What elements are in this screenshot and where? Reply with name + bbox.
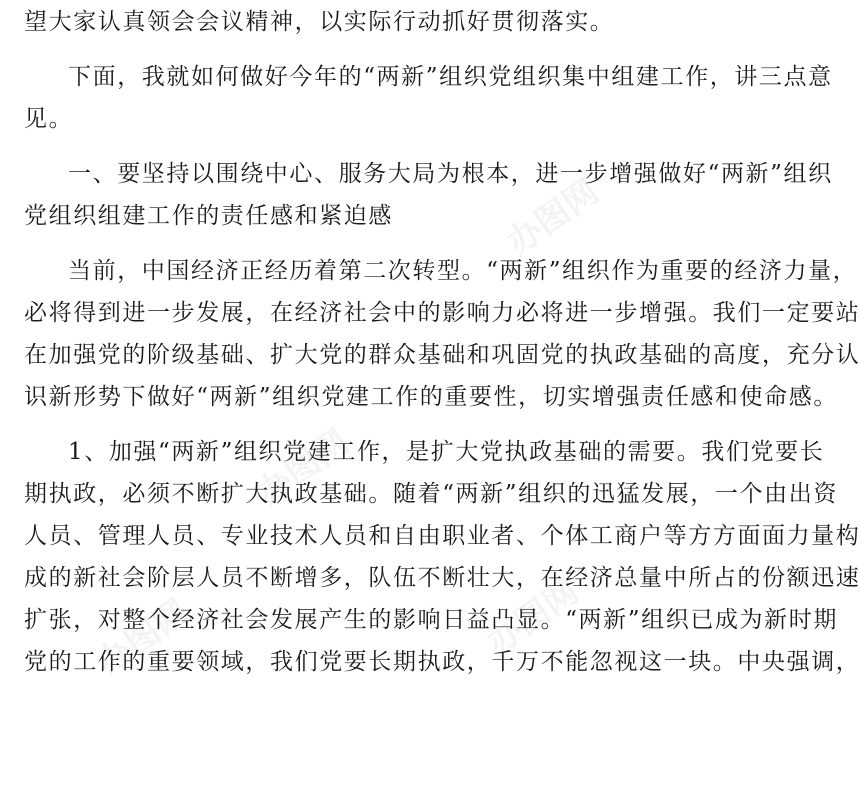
watermark: 办图网 — [479, 571, 587, 664]
paragraph-4-line-1: 当前，中国经济正经历着第二次转型。“两新”组织作为重要的经济力量， — [68, 258, 858, 284]
watermark: 办图网 — [499, 171, 607, 264]
paragraph-2-line-1: 下面，我就如何做好今年的“两新”组织党组织集中组建工作，讲三点意 — [68, 64, 833, 90]
paragraph-4-line-3: 在加强党的阶级基础、扩大党的群众基础和巩固党的执政基础的高度，充分认 — [24, 342, 860, 368]
paragraph-2-line-2: 见。 — [24, 106, 74, 132]
watermark: 办图网 — [89, 591, 197, 684]
paragraph-5-line-3: 人员、管理人员、专业技术人员和自由职业者、个体工商户等方方面面力量构 — [24, 523, 860, 549]
paragraph-4-line-4: 识新形势下做好“两新”组织党建工作的重要性，切实增强责任感和使命感。 — [24, 384, 838, 410]
paragraph-1-line-1: 望大家认真领会会议精神，以实际行动抓好贯彻落实。 — [24, 9, 615, 35]
watermark: 办图网 — [249, 421, 357, 514]
paragraph-5-line-1: 1、加强“两新”组织党建工作，是扩大党执政基础的需要。我们党要长 — [68, 439, 825, 465]
paragraph-4-line-2: 必将得到进一步发展，在经济社会中的影响力必将进一步增强。我们一定要站 — [24, 300, 860, 326]
paragraph-5-line-4: 成的新社会阶层人员不断增多，队伍不断壮大，在经济总量中所占的份额迅速 — [24, 565, 860, 591]
paragraph-5-line-2: 期执政，必须不断扩大执政基础。随着“两新”组织的迅猛发展，一个由出资 — [24, 481, 838, 507]
section-heading-line-2: 党组织组建工作的责任感和紧迫感 — [24, 203, 393, 229]
paragraph-5-line-5: 扩张，对整个经济社会发展产生的影响日益凸显。“两新”组织已成为新时期 — [24, 607, 838, 633]
section-heading-line-1: 一、要坚持以围绕中心、服务大局为根本，进一步增强做好“两新”组织 — [68, 161, 833, 187]
paragraph-5-line-6: 党的工作的重要领域，我们党要长期执政，千万不能忽视这一块。中央强调， — [24, 649, 860, 675]
